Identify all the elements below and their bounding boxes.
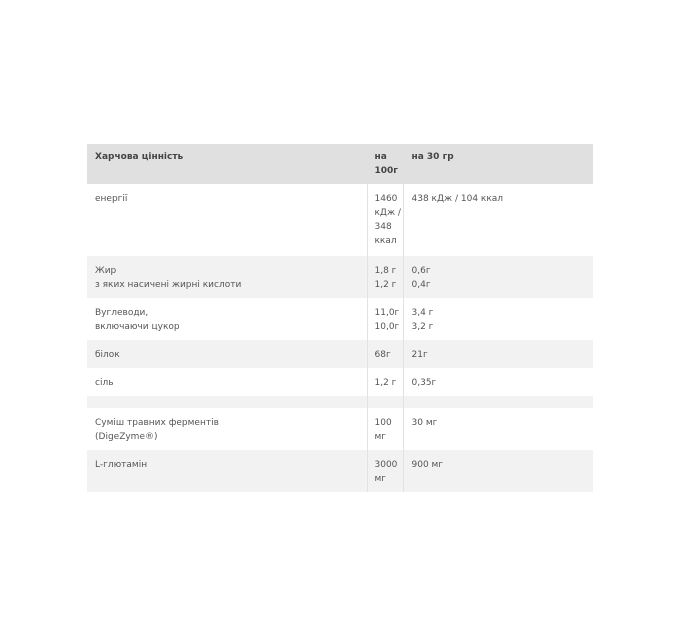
table-row: [87, 368, 593, 396]
row-label: L-глютамін: [87, 450, 367, 492]
row-value-per-100g: [367, 396, 403, 408]
row-label: Жир з яких насичені жирні кислоти: [87, 256, 367, 298]
table-header-row: [87, 144, 593, 184]
row-value-per-100g: 11,0г 10,0г: [367, 298, 403, 340]
row-value-per-100g: 100 мг: [367, 408, 403, 450]
table-row: [87, 184, 593, 256]
table-row: [87, 340, 593, 368]
row-value-per-30g: 900 мг: [403, 450, 593, 492]
row-value-per-30g: [403, 396, 593, 408]
nutrition-table: [87, 144, 593, 492]
header-per-30g: на 30 гр: [403, 144, 593, 184]
row-value-per-30g: 0,35г: [403, 368, 593, 396]
header-nutrition-value: Харчова цінність: [87, 144, 367, 184]
row-value-per-100g: 1,2 г: [367, 368, 403, 396]
row-value-per-30g: 438 кДж / 104 ккал: [403, 184, 593, 256]
table-row: [87, 450, 593, 492]
row-label: енергії: [87, 184, 367, 256]
row-value-per-30g: 3,4 г 3,2 г: [403, 298, 593, 340]
row-value-per-100g: 1460 кДж / 348 ккал: [367, 184, 403, 256]
table-row: [87, 408, 593, 450]
table-row: [87, 298, 593, 340]
header-per-100g: на 100г: [367, 144, 403, 184]
row-label: Суміш травних ферментів (DigeZyme®): [87, 408, 367, 450]
table-row-empty: [87, 396, 593, 408]
row-label: білок: [87, 340, 367, 368]
row-label: Вуглеводи, включаючи цукор: [87, 298, 367, 340]
row-value-per-30g: 21г: [403, 340, 593, 368]
row-value-per-30g: 30 мг: [403, 408, 593, 450]
row-label: [87, 396, 367, 408]
row-value-per-100g: 1,8 г 1,2 г: [367, 256, 403, 298]
row-label: сіль: [87, 368, 367, 396]
row-value-per-30g: 0,6г 0,4г: [403, 256, 593, 298]
table-row: [87, 256, 593, 298]
row-value-per-100g: 68г: [367, 340, 403, 368]
row-value-per-100g: 3000 мг: [367, 450, 403, 492]
